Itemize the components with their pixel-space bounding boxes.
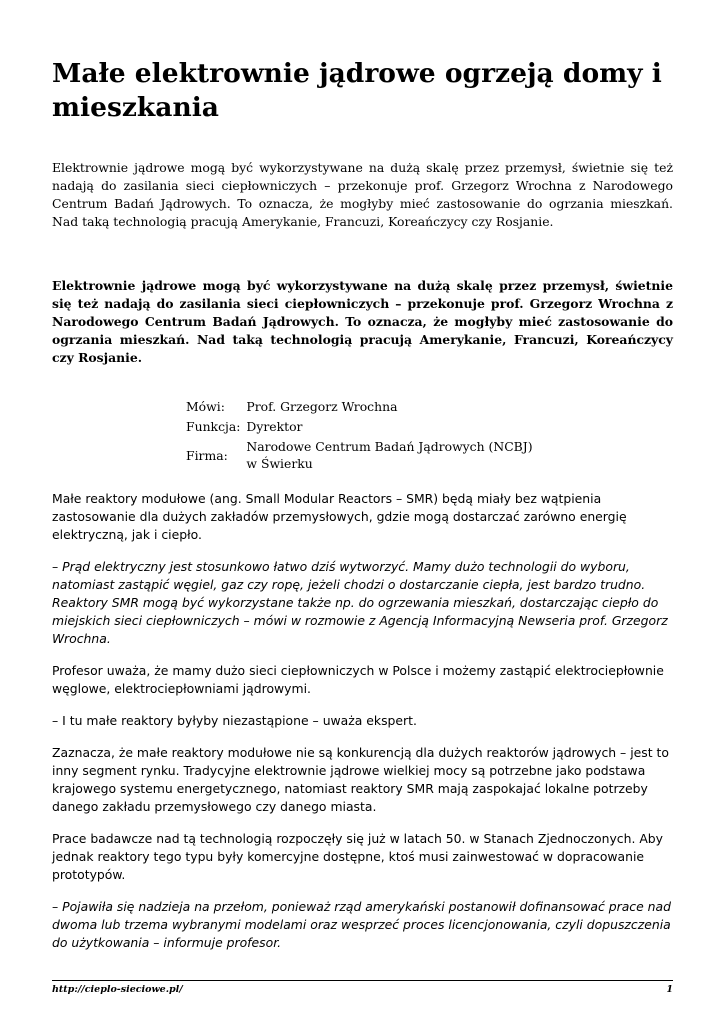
footer-url[interactable]: http://cieplo-sieciowe.pl/ (52, 984, 183, 995)
page-title: Małe elektrownie jądrowe ogrzeją domy i mieszkania (52, 58, 662, 123)
quote-paragraph-1: – Prąd elektryczny jest stosunkowo łatwo dziś wytworzyć. Mamy dużo technologii do wyboru, natomiast zastąpić węgiel, gaz czy ropę, jeżeli chodzi o dostarczanie ciepła, jest bardzo trudno. Reaktory SMR mogą być wykorzystane także np. do ogrzewania mieszkań, dostarczając ciepło do miejskich sieci ciepłowniczych – mówi w rozmowie z Agencją Informacyjną Newseria prof. Grzegorz Wrochna. (52, 559, 668, 646)
speaker-value: Prof. Grzegorz Wrochna (246, 399, 398, 414)
function-label: Funkcja: (186, 419, 241, 434)
page-footer (52, 980, 673, 995)
company-label: Firma: (186, 447, 228, 463)
info-row-company (184, 437, 535, 474)
page-number: 1 (666, 984, 673, 995)
info-row-speaker (184, 397, 535, 417)
speaker-label: Mówi: (186, 399, 225, 414)
body-paragraph-3: – I tu małe reaktory byłyby niezastąpione – uważa ekspert. (52, 713, 417, 728)
lead-paragraph-bold: Elektrownie jądrowe mogą być wykorzystywane na dużą skalę przez przemysł, świetnie się też nadają do zasilania sieci ciepłowniczych – przekonuje prof. Grzegorz Wrochna z Narodowego Centrum Badań Jądrowych. To oznacza, że mogłyby mieć zastosowanie do ogrzania mieszkań. Nad taką technologią pracują Amerykanie, Francuzi, Koreańczycy czy Rosjanie. (52, 278, 673, 365)
body-paragraph-4: Zaznacza, że małe reaktory modułowe nie są konkurencją dla dużych reaktorów jądrowych – jest to inny segment rynku. Tradycyjne elektrownie jądrowe wielkiej mocy są potrzebne jako podstawa krajowego systemu energetycznego, natomiast reaktory SMR mają zaspokajać lokalne potrzeby danego zakładu przemysłowego czy danego miasta. (52, 745, 669, 814)
company-value (244, 437, 534, 474)
lead-paragraph: Elektrownie jądrowe mogą być wykorzystywane na dużą skalę przez przemysł, świetnie się też nadają do zasilania sieci ciepłowniczych – przekonuje prof. Grzegorz Wrochna z Narodowego Centrum Badań Jądrowych. To oznacza, że mogłyby mieć zastosowanie do ogrzania mieszkań. Nad taką technologią pracują Amerykanie, Francuzi, Koreańczycy czy Rosjanie. (52, 160, 673, 229)
body-paragraph-2: Profesor uważa, że mamy dużo sieci ciepłowniczych w Polsce i możemy zastąpić elektrociepłownie węglowe, elektrociepłowniami jądrowymi. (52, 663, 664, 696)
speaker-info-table (184, 397, 535, 474)
body-paragraph-5: Prace badawcze nad tą technologią rozpoczęły się już w latach 50. w Stanach Zjednoczonych. Aby jednak reaktory tego typu były komercyjne dostępne, ktoś musi zainwestować w dopracowanie prototypów. (52, 831, 664, 882)
article-body (52, 490, 673, 966)
body-paragraph-1: Małe reaktory modułowe (ang. Small Modular Reactors – SMR) będą miały bez wątpienia zastosowanie dla dużych zakładów przemysłowych, gdzie mogą dostarczać zarówno energię elektryczną, jak i ciepło. (52, 491, 627, 542)
company-line-1: Narodowe Centrum Badań Jądrowych (NCBJ) (246, 439, 533, 454)
company-line-2: w Świerku (246, 456, 313, 471)
quote-paragraph-2: – Pojawiła się nadzieja na przełom, ponieważ rząd amerykański postanowił dofinansować prace nad dwoma lub trzema wybranymi modelami oraz wesprzeć proces licencjonowania, czyli dopuszczenia do użytkowania – informuje profesor. (52, 899, 671, 950)
info-row-function (184, 417, 535, 437)
function-value: Dyrektor (246, 419, 303, 434)
